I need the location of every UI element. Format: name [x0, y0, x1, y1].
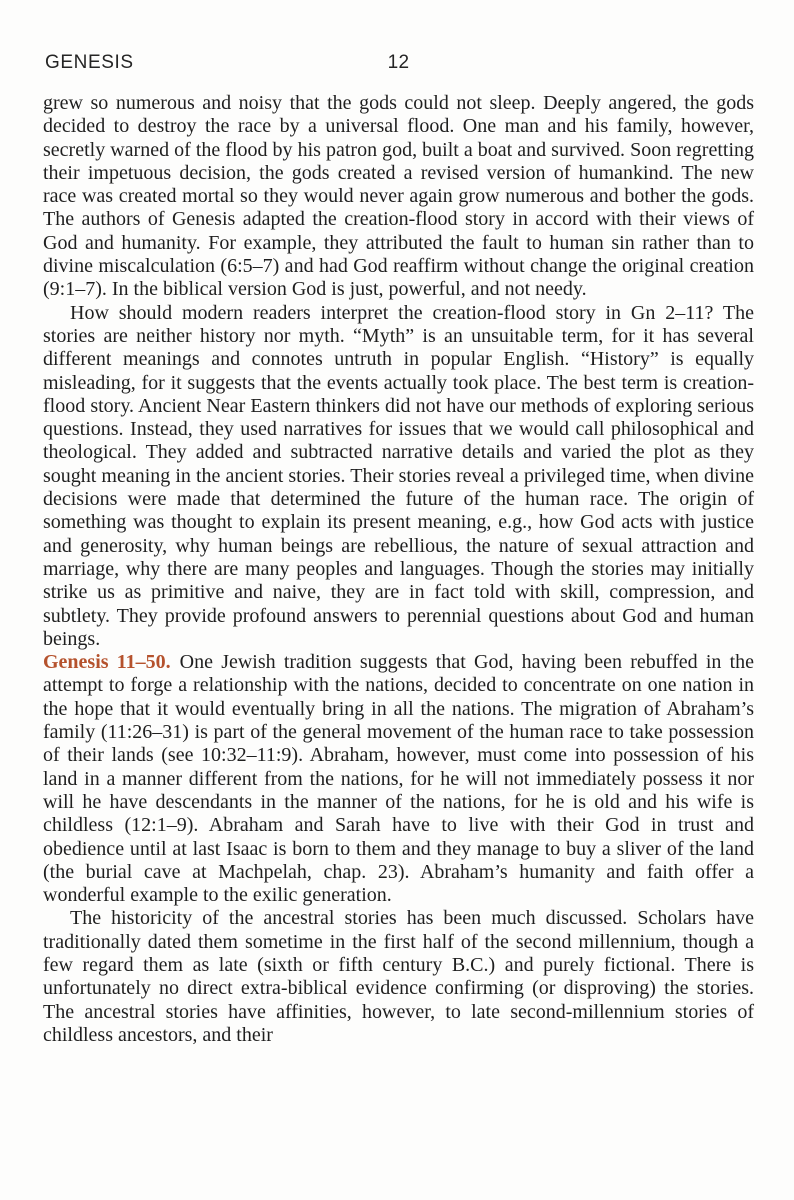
- running-head: [43, 52, 754, 78]
- section-lead-genesis-11-50: Genesis 11–50.: [43, 651, 171, 674]
- commentary-body: [43, 92, 754, 1047]
- paragraph-genesis-11-50: [43, 651, 754, 907]
- running-head-book-title: GENESIS: [45, 52, 134, 73]
- paragraph-creation-flood-interpretation: How should modern readers interpret the creation-flood story in Gn 2–11? The stories are neither history nor myth. “Myth” is an unsuitable term, for it has several different meanings and connotes untruth in popular English. “History” is equally misleading, for it suggests that the events actually took place. The best term is creation-flood story. Ancient Near Eastern thinkers did not have our methods of exploring serious questions. Instead, they used narratives for issues that we would call philosophical and theological. They added and subtracted narrative details and varied the plot as they sought meaning in the ancient stories. Their stories reveal a privileged time, when divine decisions were made that determined the future of the human race. The origin of something was thought to explain its present meaning, e.g., how God acts with justice and generosity, why human beings are rebellious, the nature of sexual attraction and marriage, why there are many peoples and languages. Though the stories may initially strike us as primitive and naive, they are in fact told with skill, compression, and subtlety. They provide profound answers to perennial questions about God and human beings.: [43, 301, 754, 650]
- page-number: 12: [387, 52, 410, 73]
- paragraph-historicity: The historicity of the ancestral stories has been much discussed. Scholars have traditionally dated them sometime in the first half of the second millennium, though a few regard them as late (sixth or fifth century B.C.) and purely fictional. There is unfortunately no direct extra-biblical evidence confirming (or disproving) the stories. The ancestral stories have affinities, however, to late second-millennium stories of childless ancestors, and their: [43, 907, 754, 1046]
- paragraph-genesis-11-50-text: One Jewish tradition suggests that God, having been rebuffed in the attempt to forge a relationship with the nations, decided to concentrate on one nation in the hope that it would eventually bring in all the nations. The migration of Abraham’s family (11:26–31) is part of the general movement of the human race to take possession of their lands (see 10:32–11:9). Abraham, however, must come into possession of his land in a manner different from the nations, for he will not immediately possess it nor will he have descendants in the manner of the nations, for he is old and his wife is childless (12:1–9). Abraham and Sarah have to live with their God in trust and obedience until at last Isaac is born to them and they manage to buy a sliver of the land (the burial cave at Machpelah, chap. 23). Abraham’s humanity and faith offer a wonderful example to the exilic generation.: [43, 651, 755, 907]
- paragraph-flood-story-continuation: grew so numerous and noisy that the gods could not sleep. Deeply angered, the gods decided to destroy the race by a universal flood. One man and his family, however, secretly warned of the flood by his patron god, built a boat and survived. Soon regretting their impetuous decision, the gods created a revised version of humankind. The new race was created mortal so they would never again grow numerous and bother the gods. The authors of Genesis adapted the creation-flood story in accord with their views of God and humanity. For example, they attributed the fault to human sin rather than to divine miscalculation (6:5–7) and had God reaffirm without change the original creation (9:1–7). In the biblical version God is just, powerful, and not needy.: [43, 92, 754, 301]
